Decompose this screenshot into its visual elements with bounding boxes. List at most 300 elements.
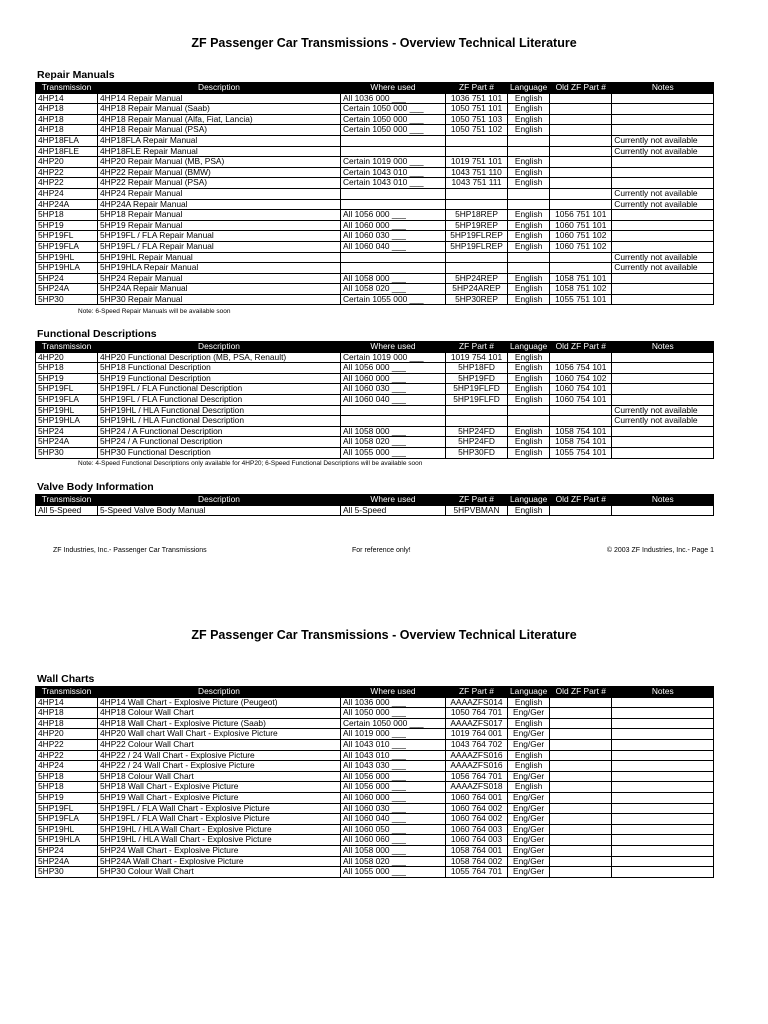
cell-description: 5HP19FL / FLA Functional Description [98,384,341,395]
cell-old-zf-part: 1055 754 101 [550,447,612,458]
cell-old-zf-part [550,93,612,104]
cell-where-used [341,405,446,416]
table-row [36,824,714,835]
cell-language: English [508,157,550,168]
column-header-where-used: Where used [341,342,446,353]
table-row [36,782,714,793]
cell-old-zf-part [550,352,612,363]
cell-zf-part: 5HP19FLFD [446,394,508,405]
cell-transmission: 5HP30 [36,447,98,458]
cell-where-used: Certain 1043 010 ___ [341,178,446,189]
column-header-transmission: Transmission [36,495,98,506]
cell-where-used: All 1058 020 ___ [341,437,446,448]
cell-description: 5HP18 Functional Description [98,363,341,374]
cell-zf-part: 1019 764 001 [446,729,508,740]
cell-description: 5HP19FL / FLA Repair Manual [98,241,341,252]
cell-language: Eng/Ger [508,845,550,856]
cell-old-zf-part: 1058 754 101 [550,426,612,437]
cell-where-used [341,252,446,263]
cell-old-zf-part: 1056 754 101 [550,363,612,374]
cell-language [508,146,550,157]
table-row [36,284,714,295]
cell-transmission: 4HP20 [36,729,98,740]
cell-where-used: All 1060 000 ___ [341,792,446,803]
cell-description: 4HP22 Repair Manual (PSA) [98,178,341,189]
table-header-row [36,342,714,353]
cell-notes [612,867,714,878]
cell-zf-part: 1036 751 101 [446,93,508,104]
cell-notes [612,437,714,448]
cell-where-used: Certain 1055 000 ___ [341,294,446,305]
cell-language: Eng/Ger [508,856,550,867]
cell-where-used: All 5-Speed [341,505,446,516]
cell-transmission: 5HP19FLA [36,394,98,405]
cell-transmission: 5HP19 [36,792,98,803]
cell-description: 4HP24 Repair Manual [98,188,341,199]
cell-description: 4HP20 Functional Description (MB, PSA, Renault) [98,352,341,363]
valve-body-table [35,494,714,516]
column-header-description: Description [98,83,341,94]
cell-zf-part [446,199,508,210]
cell-description: 5HP24 Wall Chart - Explosive Picture [98,845,341,856]
cell-description: 5HP19HL / HLA Functional Description [98,405,341,416]
cell-transmission: 5HP24A [36,856,98,867]
cell-old-zf-part [550,405,612,416]
cell-notes [612,814,714,825]
column-header-where-used: Where used [341,687,446,698]
cell-where-used: All 1060 060 ___ [341,835,446,846]
cell-transmission: 4HP18 [36,708,98,719]
section-title-functional-descriptions: Functional Descriptions [37,328,157,340]
column-header-zf-part: ZF Part # [446,495,508,506]
cell-where-used [341,146,446,157]
column-header-description: Description [98,495,341,506]
cell-language [508,252,550,263]
table-row [36,437,714,448]
page-title-2: ZF Passenger Car Transmissions - Overview Technical Literature [191,628,577,642]
column-header-old-zf-part: Old ZF Part # [550,687,612,698]
column-header-language: Language [508,342,550,353]
cell-zf-part: 5HPVBMAN [446,505,508,516]
cell-old-zf-part [550,824,612,835]
column-header-transmission: Transmission [36,687,98,698]
cell-notes: Currently not available [612,135,714,146]
cell-notes [612,729,714,740]
cell-zf-part: 1043 751 111 [446,178,508,189]
cell-notes [612,384,714,395]
table-row [36,167,714,178]
cell-language [508,405,550,416]
cell-description: 5HP18 Colour Wall Chart [98,771,341,782]
cell-language: English [508,761,550,772]
cell-where-used: All 1036 000 ___ [341,697,446,708]
table-row [36,447,714,458]
cell-transmission: 5HP24 [36,273,98,284]
cell-notes [612,104,714,115]
cell-description: 5HP19FL / FLA Wall Chart - Explosive Picture [98,814,341,825]
cell-zf-part: 5HP24FD [446,426,508,437]
cell-notes [612,284,714,295]
cell-where-used: All 1056 000 ___ [341,363,446,374]
table-row [36,845,714,856]
cell-where-used: Certain 1043 010 ___ [341,167,446,178]
cell-notes [612,363,714,374]
cell-zf-part: 5HP18FD [446,363,508,374]
cell-old-zf-part [550,505,612,516]
cell-transmission: 4HP24 [36,188,98,199]
table-row [36,125,714,136]
cell-where-used: Certain 1050 000 ___ [341,114,446,125]
cell-language: Eng/Ger [508,771,550,782]
cell-zf-part: 5HP24REP [446,273,508,284]
table-row [36,263,714,274]
cell-zf-part: AAAAZFS014 [446,697,508,708]
table-row [36,405,714,416]
cell-description: 5HP19 Wall Chart - Explosive Picture [98,792,341,803]
cell-old-zf-part: 1060 754 102 [550,373,612,384]
cell-zf-part: 5HP18REP [446,210,508,221]
table-row [36,867,714,878]
table-row [36,814,714,825]
cell-description: 4HP18FLA Repair Manual [98,135,341,146]
cell-notes [612,114,714,125]
column-header-where-used: Where used [341,83,446,94]
table-row [36,252,714,263]
cell-transmission: 5HP24 [36,845,98,856]
cell-description: 5HP24A Repair Manual [98,284,341,295]
table-row [36,241,714,252]
column-header-zf-part: ZF Part # [446,83,508,94]
table-row [36,416,714,427]
cell-language: English [508,384,550,395]
table-row [36,373,714,384]
cell-description: 4HP18 Repair Manual (PSA) [98,125,341,136]
cell-notes [612,845,714,856]
table-header-row [36,83,714,94]
cell-transmission: 5HP19FL [36,384,98,395]
table-row [36,697,714,708]
cell-transmission: 5HP19HL [36,405,98,416]
cell-language: Eng/Ger [508,792,550,803]
cell-old-zf-part [550,416,612,427]
cell-zf-part: AAAAZFS016 [446,750,508,761]
cell-notes: Currently not available [612,405,714,416]
cell-old-zf-part: 1060 751 102 [550,241,612,252]
cell-old-zf-part [550,803,612,814]
footer-right: © 2003 ZF Industries, Inc.- Page 1 [606,547,714,554]
cell-description: 5HP19HL / HLA Functional Description [98,416,341,427]
cell-notes [612,824,714,835]
cell-notes [612,93,714,104]
cell-description: 5HP19HL / HLA Wall Chart - Explosive Picture [98,824,341,835]
cell-notes [612,210,714,221]
cell-notes [612,241,714,252]
cell-old-zf-part [550,135,612,146]
cell-notes [612,167,714,178]
cell-where-used: All 1058 000 ___ [341,426,446,437]
cell-zf-part: 1058 764 002 [446,856,508,867]
cell-zf-part [446,135,508,146]
table-row [36,220,714,231]
cell-description: 5HP18 Repair Manual [98,210,341,221]
cell-language: English [508,437,550,448]
cell-transmission: 4HP18 [36,114,98,125]
cell-notes: Currently not available [612,188,714,199]
cell-old-zf-part [550,867,612,878]
cell-description: 5HP30 Colour Wall Chart [98,867,341,878]
cell-language: English [508,505,550,516]
cell-where-used: All 1060 050 ___ [341,824,446,835]
cell-transmission: 5HP18 [36,363,98,374]
cell-where-used: All 1056 000 ___ [341,782,446,793]
cell-description: 5HP24 / A Functional Description [98,437,341,448]
cell-zf-part: 1050 751 101 [446,104,508,115]
cell-where-used: All 1058 000 ___ [341,845,446,856]
table-row [36,384,714,395]
table-row [36,93,714,104]
cell-notes [612,792,714,803]
table-row [36,135,714,146]
cell-description: 5HP30 Functional Description [98,447,341,458]
cell-transmission: 4HP18 [36,125,98,136]
cell-where-used: All 1060 000 ___ [341,373,446,384]
cell-transmission: 5HP19HLA [36,835,98,846]
cell-transmission: 5HP24A [36,284,98,295]
cell-where-used: All 1055 000 ___ [341,447,446,458]
cell-old-zf-part [550,718,612,729]
cell-old-zf-part [550,771,612,782]
column-header-language: Language [508,495,550,506]
cell-zf-part: 1060 764 001 [446,792,508,803]
table-row [36,505,714,516]
cell-language: English [508,273,550,284]
cell-zf-part: 1050 764 701 [446,708,508,719]
cell-description: 4HP18 Colour Wall Chart [98,708,341,719]
cell-language: Eng/Ger [508,824,550,835]
cell-transmission: 4HP22 [36,739,98,750]
cell-language [508,416,550,427]
cell-language: English [508,178,550,189]
cell-old-zf-part: 1060 751 102 [550,231,612,242]
cell-notes [612,352,714,363]
cell-language: English [508,241,550,252]
cell-description: 4HP20 Repair Manual (MB, PSA) [98,157,341,168]
table-row [36,157,714,168]
cell-notes [612,505,714,516]
cell-notes [612,697,714,708]
column-header-old-zf-part: Old ZF Part # [550,83,612,94]
cell-where-used: All 1060 030 ___ [341,231,446,242]
table-row [36,426,714,437]
cell-old-zf-part [550,761,612,772]
cell-zf-part: 5HP19REP [446,220,508,231]
cell-zf-part: 1019 754 101 [446,352,508,363]
cell-transmission: 5HP19 [36,220,98,231]
cell-zf-part [446,405,508,416]
cell-old-zf-part [550,697,612,708]
cell-language: English [508,352,550,363]
cell-description: 4HP22 Repair Manual (BMW) [98,167,341,178]
cell-zf-part [446,252,508,263]
cell-description: 4HP18 Repair Manual (Saab) [98,104,341,115]
cell-transmission: 4HP22 [36,750,98,761]
cell-notes [612,273,714,284]
cell-transmission: 4HP20 [36,352,98,363]
column-header-notes: Notes [612,83,714,94]
cell-where-used: All 1050 000 ___ [341,708,446,719]
cell-old-zf-part [550,188,612,199]
table-row [36,363,714,374]
column-header-language: Language [508,687,550,698]
cell-description: 4HP14 Repair Manual [98,93,341,104]
cell-description: 4HP20 Wall chart Wall Chart - Explosive Picture [98,729,341,740]
cell-language: English [508,697,550,708]
cell-where-used: All 1060 030 ___ [341,803,446,814]
table-row [36,188,714,199]
cell-old-zf-part [550,252,612,263]
cell-notes [612,447,714,458]
table-header-row [36,495,714,506]
cell-description: 5HP19 Functional Description [98,373,341,384]
cell-zf-part [446,416,508,427]
cell-zf-part: 5HP30FD [446,447,508,458]
cell-old-zf-part: 1060 754 101 [550,384,612,395]
cell-zf-part [446,188,508,199]
cell-zf-part: AAAAZFS017 [446,718,508,729]
cell-description: 5HP19 Repair Manual [98,220,341,231]
cell-notes: Currently not available [612,263,714,274]
cell-language [508,188,550,199]
cell-zf-part [446,146,508,157]
cell-zf-part: 1055 764 701 [446,867,508,878]
cell-language: English [508,167,550,178]
repair-manuals-note: Note: 6-Speed Repair Manuals will be available soon [78,308,231,315]
table-row [36,750,714,761]
cell-language: English [508,231,550,242]
cell-notes [612,125,714,136]
cell-where-used [341,199,446,210]
cell-transmission: 5HP18 [36,782,98,793]
cell-description: 5HP24 / A Functional Description [98,426,341,437]
cell-language: English [508,125,550,136]
cell-language: English [508,426,550,437]
cell-language: English [508,750,550,761]
column-header-notes: Notes [612,342,714,353]
cell-old-zf-part [550,835,612,846]
cell-notes [612,835,714,846]
cell-language [508,199,550,210]
cell-language: Eng/Ger [508,814,550,825]
cell-notes [612,394,714,405]
cell-transmission: 4HP22 [36,167,98,178]
cell-where-used: All 1055 000 ___ [341,867,446,878]
cell-where-used [341,263,446,274]
cell-description: 4HP18 Repair Manual (Alfa, Fiat, Lancia) [98,114,341,125]
cell-transmission: 5HP18 [36,771,98,782]
cell-zf-part: 5HP19FLREP [446,241,508,252]
cell-description: 5HP19FL / FLA Repair Manual [98,231,341,242]
cell-description: 5HP24 Repair Manual [98,273,341,284]
cell-language: English [508,210,550,221]
cell-notes: Currently not available [612,252,714,263]
cell-language: English [508,114,550,125]
section-title-wall-charts: Wall Charts [37,673,95,685]
cell-old-zf-part [550,157,612,168]
table-header-row [36,687,714,698]
cell-where-used [341,135,446,146]
table-row [36,210,714,221]
cell-zf-part: AAAAZFS018 [446,782,508,793]
cell-notes [612,750,714,761]
cell-where-used: All 1060 040 ___ [341,241,446,252]
cell-notes [612,373,714,384]
cell-old-zf-part: 1056 751 101 [550,210,612,221]
table-row [36,394,714,405]
cell-language: English [508,220,550,231]
table-row [36,856,714,867]
cell-language: English [508,394,550,405]
cell-description: 5-Speed Valve Body Manual [98,505,341,516]
cell-zf-part: 5HP19FLREP [446,231,508,242]
functional-descriptions-table [35,341,714,459]
cell-language: Eng/Ger [508,739,550,750]
functional-descriptions-note: Note: 4-Speed Functional Descriptions only available for 4HP20; 6-Speed Functional Descriptions will be available soon [78,460,423,467]
cell-transmission: 4HP18 [36,104,98,115]
cell-where-used: All 1056 000 ___ [341,771,446,782]
page-title: ZF Passenger Car Transmissions - Overview Technical Literature [191,36,577,50]
cell-description: 5HP19FL / FLA Functional Description [98,394,341,405]
cell-transmission: 4HP18FLE [36,146,98,157]
cell-transmission: 4HP14 [36,93,98,104]
cell-where-used: Certain 1050 000 ___ [341,125,446,136]
column-header-zf-part: ZF Part # [446,687,508,698]
cell-old-zf-part [550,729,612,740]
cell-description: 4HP14 Wall Chart - Explosive Picture (Peugeot) [98,697,341,708]
table-row [36,273,714,284]
cell-where-used: All 1019 000 ___ [341,729,446,740]
cell-where-used: All 1036 000 ___ [341,93,446,104]
cell-notes: Currently not available [612,146,714,157]
cell-notes [612,761,714,772]
table-row [36,739,714,750]
cell-transmission: 4HP18FLA [36,135,98,146]
cell-language: Eng/Ger [508,867,550,878]
cell-zf-part: 1050 751 103 [446,114,508,125]
cell-notes [612,426,714,437]
cell-transmission: 4HP14 [36,697,98,708]
cell-old-zf-part: 1060 751 101 [550,220,612,231]
cell-language: Eng/Ger [508,708,550,719]
cell-zf-part: 5HP24FD [446,437,508,448]
cell-zf-part: 1060 764 002 [446,814,508,825]
cell-zf-part: 5HP24AREP [446,284,508,295]
column-header-notes: Notes [612,495,714,506]
cell-old-zf-part [550,125,612,136]
table-row [36,352,714,363]
cell-transmission: 5HP19FL [36,803,98,814]
cell-where-used: Certain 1019 000 ___ [341,352,446,363]
wall-charts-table [35,686,714,878]
cell-description: 4HP18 Wall Chart - Explosive Picture (Saab) [98,718,341,729]
table-row [36,178,714,189]
cell-description: 5HP18 Wall Chart - Explosive Picture [98,782,341,793]
cell-description: 4HP22 / 24 Wall Chart - Explosive Picture [98,761,341,772]
cell-zf-part: 1058 764 001 [446,845,508,856]
cell-old-zf-part [550,792,612,803]
cell-old-zf-part [550,782,612,793]
cell-transmission: 5HP18 [36,210,98,221]
column-header-transmission: Transmission [36,83,98,94]
